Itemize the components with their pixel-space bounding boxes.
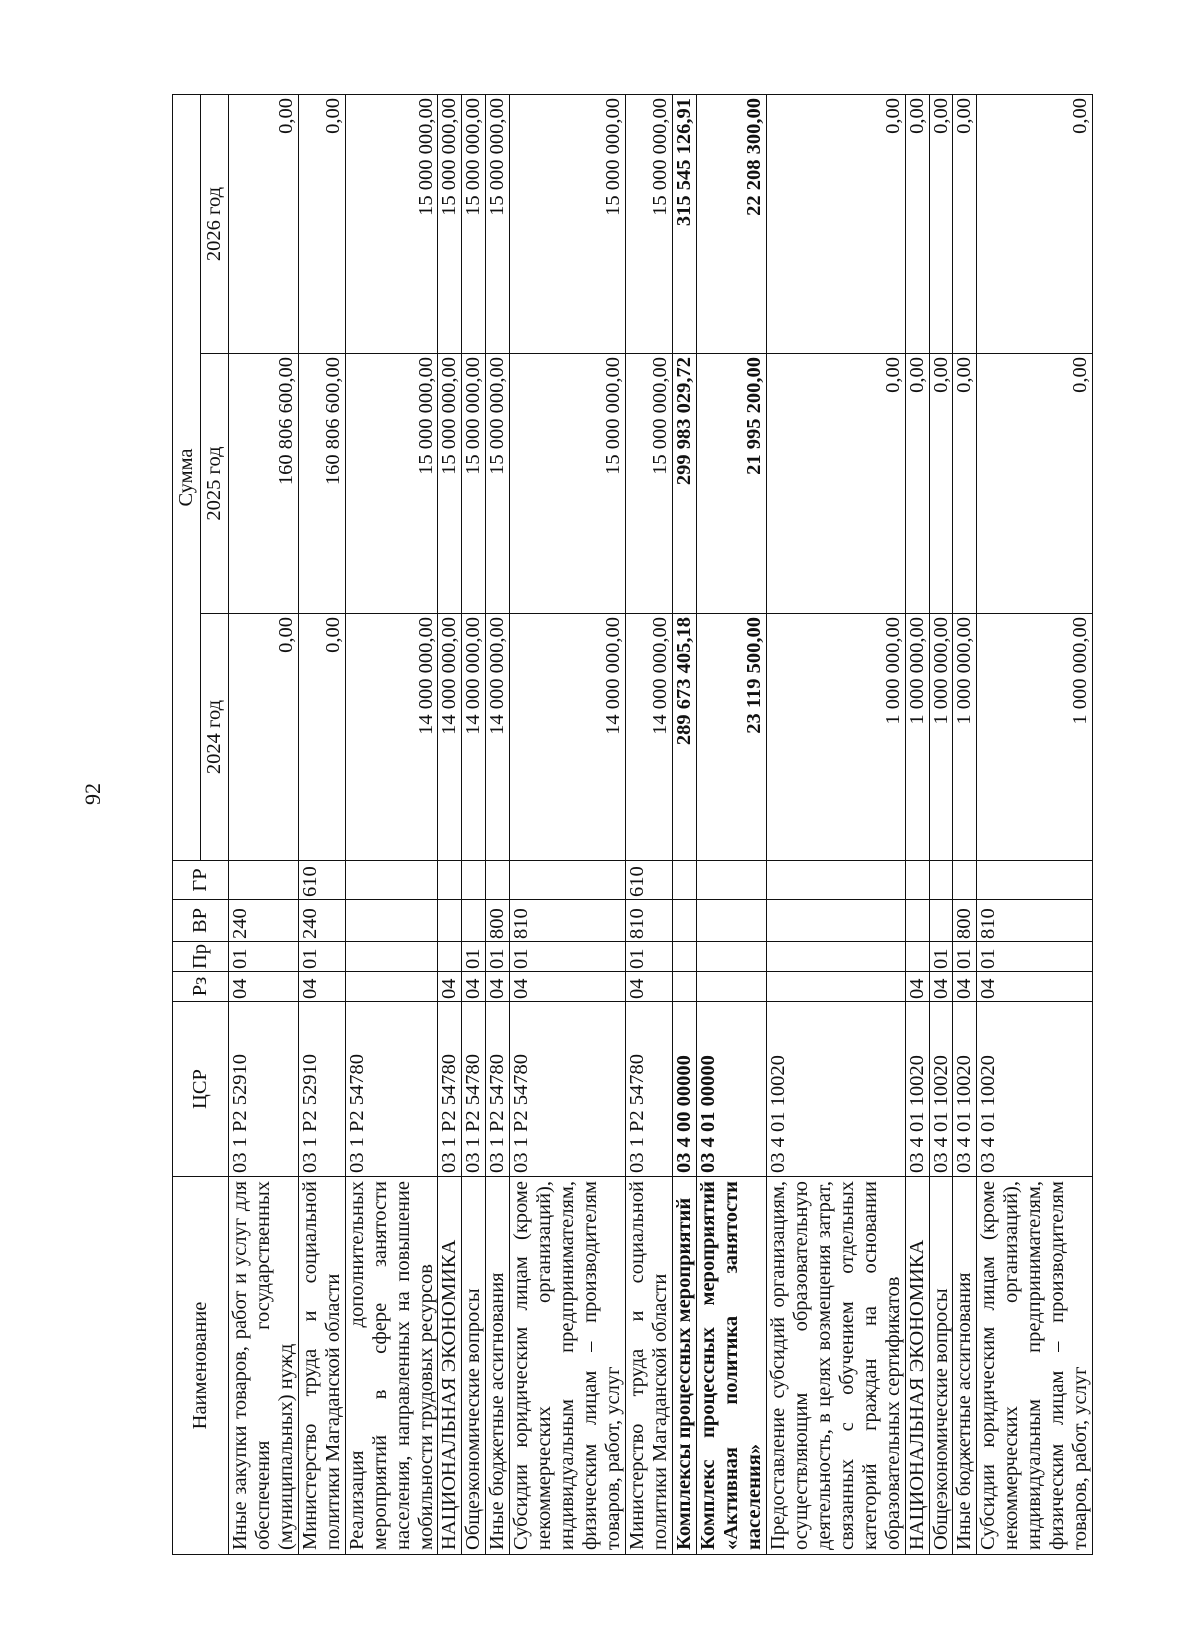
cell-vr: 240 bbox=[228, 900, 298, 942]
cell-csr: 03 1 Р2 54780 bbox=[438, 1002, 462, 1177]
cell-pr: 01 bbox=[486, 942, 510, 972]
cell-gr bbox=[696, 861, 766, 900]
table-row bbox=[626, 95, 673, 1555]
cell-2026: 15 000 000,00 bbox=[345, 95, 438, 354]
header-2026: 2026 год bbox=[200, 95, 228, 354]
cell-vr: 800 bbox=[953, 900, 977, 942]
cell-2026: 315 545 126,91 bbox=[673, 95, 697, 354]
cell-2025: 0,00 bbox=[977, 354, 1093, 614]
cell-2026: 0,00 bbox=[953, 95, 977, 354]
cell-csr: 03 1 Р2 54780 bbox=[626, 1002, 673, 1177]
cell-vr: 810 bbox=[510, 900, 626, 942]
table-row bbox=[953, 95, 977, 1555]
cell-pr: 01 bbox=[929, 942, 953, 972]
cell-2026: 15 000 000,00 bbox=[510, 95, 626, 354]
cell-gr bbox=[977, 861, 1093, 900]
cell-csr: 03 1 Р2 54780 bbox=[510, 1002, 626, 1177]
cell-vr bbox=[462, 900, 486, 942]
cell-2025: 15 000 000,00 bbox=[510, 354, 626, 614]
cell-gr bbox=[462, 861, 486, 900]
cell-2024: 0,00 bbox=[298, 614, 345, 861]
table-row bbox=[929, 95, 953, 1555]
page-number: 92 bbox=[80, 783, 105, 805]
cell-2025: 160 806 600,00 bbox=[298, 354, 345, 614]
cell-2024: 14 000 000,00 bbox=[438, 614, 462, 861]
cell-gr bbox=[766, 861, 905, 900]
header-2024: 2024 год bbox=[200, 614, 228, 861]
cell-vr: 800 bbox=[486, 900, 510, 942]
cell-2024: 14 000 000,00 bbox=[345, 614, 438, 861]
cell-pr: 01 bbox=[298, 942, 345, 972]
cell-csr: 03 4 00 00000 bbox=[673, 1002, 697, 1177]
cell-pr: 01 bbox=[510, 942, 626, 972]
cell-2025: 15 000 000,00 bbox=[345, 354, 438, 614]
cell-rz bbox=[766, 972, 905, 1002]
cell-2024: 14 000 000,00 bbox=[462, 614, 486, 861]
table-row bbox=[345, 95, 438, 1555]
cell-2025: 299 983 029,72 bbox=[673, 354, 697, 614]
cell-csr: 03 4 01 10020 bbox=[766, 1002, 905, 1177]
cell-pr: 01 bbox=[462, 942, 486, 972]
table-body bbox=[228, 95, 1092, 1555]
cell-csr: 03 4 01 10020 bbox=[977, 1002, 1093, 1177]
cell-gr bbox=[228, 861, 298, 900]
cell-name: Предоставление субсидий организациям, осуществляющим образовательную деятельность, в целях возмещения затрат, связанных с обучением отдельных категорий граждан на основании образовательных сертификатов bbox=[766, 1177, 905, 1555]
budget-table bbox=[172, 94, 1093, 1555]
cell-rz: 04 bbox=[510, 972, 626, 1002]
cell-pr: 01 bbox=[626, 942, 673, 972]
rotated-table-container bbox=[172, 95, 1092, 1555]
cell-rz bbox=[345, 972, 438, 1002]
cell-name: Иные бюджетные ассигнования bbox=[953, 1177, 977, 1555]
cell-rz: 04 bbox=[905, 972, 929, 1002]
header-sum: Сумма bbox=[173, 95, 201, 861]
cell-name: Общеэкономические вопросы bbox=[929, 1177, 953, 1555]
cell-pr bbox=[696, 942, 766, 972]
table-row bbox=[696, 95, 766, 1555]
cell-vr bbox=[929, 900, 953, 942]
cell-rz: 04 bbox=[298, 972, 345, 1002]
cell-2025: 0,00 bbox=[766, 354, 905, 614]
cell-name: Министерство труда и социальной политики Магаданской области bbox=[626, 1177, 673, 1555]
cell-csr: 03 4 01 10020 bbox=[905, 1002, 929, 1177]
cell-2026: 0,00 bbox=[929, 95, 953, 354]
table-row bbox=[673, 95, 697, 1555]
cell-rz: 04 bbox=[929, 972, 953, 1002]
cell-name: Иные закупки товаров, работ и услуг для обеспечения государственных (муниципальных) нужд bbox=[228, 1177, 298, 1555]
cell-2024: 23 119 500,00 bbox=[696, 614, 766, 861]
cell-vr bbox=[766, 900, 905, 942]
header-gr: ГР bbox=[173, 861, 229, 900]
table-row bbox=[977, 95, 1093, 1555]
cell-gr bbox=[929, 861, 953, 900]
cell-2024: 289 673 405,18 bbox=[673, 614, 697, 861]
cell-csr: 03 1 Р2 52910 bbox=[298, 1002, 345, 1177]
cell-2026: 0,00 bbox=[228, 95, 298, 354]
cell-2024: 1 000 000,00 bbox=[929, 614, 953, 861]
cell-vr bbox=[905, 900, 929, 942]
cell-pr bbox=[766, 942, 905, 972]
cell-2024: 14 000 000,00 bbox=[486, 614, 510, 861]
cell-gr bbox=[510, 861, 626, 900]
cell-2026: 15 000 000,00 bbox=[438, 95, 462, 354]
cell-rz: 04 bbox=[486, 972, 510, 1002]
cell-2026: 15 000 000,00 bbox=[626, 95, 673, 354]
cell-rz: 04 bbox=[977, 972, 1093, 1002]
cell-name: Общеэкономические вопросы bbox=[462, 1177, 486, 1555]
header-2025: 2025 год bbox=[200, 354, 228, 614]
cell-pr: 01 bbox=[977, 942, 1093, 972]
cell-vr bbox=[673, 900, 697, 942]
cell-gr bbox=[345, 861, 438, 900]
cell-gr bbox=[953, 861, 977, 900]
cell-vr bbox=[696, 900, 766, 942]
cell-2024: 14 000 000,00 bbox=[510, 614, 626, 861]
cell-rz: 04 bbox=[626, 972, 673, 1002]
cell-vr: 810 bbox=[626, 900, 673, 942]
cell-rz: 04 bbox=[438, 972, 462, 1002]
cell-gr bbox=[486, 861, 510, 900]
table-row bbox=[905, 95, 929, 1555]
cell-2024: 0,00 bbox=[228, 614, 298, 861]
cell-vr bbox=[438, 900, 462, 942]
cell-csr: 03 4 01 00000 bbox=[696, 1002, 766, 1177]
cell-name: НАЦИОНАЛЬНАЯ ЭКОНОМИКА bbox=[905, 1177, 929, 1555]
cell-gr bbox=[438, 861, 462, 900]
table-row bbox=[766, 95, 905, 1555]
cell-csr: 03 1 Р2 54780 bbox=[486, 1002, 510, 1177]
cell-rz bbox=[673, 972, 697, 1002]
cell-2025: 15 000 000,00 bbox=[486, 354, 510, 614]
cell-name: Министерство труда и социальной политики Магаданской области bbox=[298, 1177, 345, 1555]
cell-name: Комплекс процессных мероприятий «Активная политика занятости населения» bbox=[696, 1177, 766, 1555]
cell-csr: 03 1 Р2 54780 bbox=[462, 1002, 486, 1177]
cell-2024: 1 000 000,00 bbox=[766, 614, 905, 861]
cell-name: Субсидии юридическим лицам (кроме некоммерческих организаций), индивидуальным предпринимателям, физическим лицам – производителям товаров, работ, услуг bbox=[977, 1177, 1093, 1555]
cell-2024: 1 000 000,00 bbox=[905, 614, 929, 861]
cell-pr bbox=[438, 942, 462, 972]
cell-2026: 22 208 300,00 bbox=[696, 95, 766, 354]
cell-pr bbox=[345, 942, 438, 972]
cell-2024: 1 000 000,00 bbox=[953, 614, 977, 861]
cell-gr bbox=[673, 861, 697, 900]
cell-rz: 04 bbox=[462, 972, 486, 1002]
cell-csr: 03 1 Р2 52910 bbox=[228, 1002, 298, 1177]
cell-name: Субсидии юридическим лицам (кроме некоммерческих организаций), индивидуальным предпринимателям, физическим лицам – производителям товаров, работ, услуг bbox=[510, 1177, 626, 1555]
cell-name: Реализация дополнительных мероприятий в сфере занятости населения, направленных на повышение мобильности трудовых ресурсов bbox=[345, 1177, 438, 1555]
cell-2026: 0,00 bbox=[766, 95, 905, 354]
cell-2024: 14 000 000,00 bbox=[626, 614, 673, 861]
cell-2025: 0,00 bbox=[905, 354, 929, 614]
cell-rz: 04 bbox=[228, 972, 298, 1002]
cell-2025: 0,00 bbox=[953, 354, 977, 614]
cell-gr: 610 bbox=[298, 861, 345, 900]
cell-2026: 0,00 bbox=[905, 95, 929, 354]
cell-gr: 610 bbox=[626, 861, 673, 900]
header-pr: Пр bbox=[173, 942, 229, 972]
cell-name: Иные бюджетные ассигнования bbox=[486, 1177, 510, 1555]
cell-csr: 03 4 01 10020 bbox=[953, 1002, 977, 1177]
table-row bbox=[438, 95, 462, 1555]
cell-2026: 0,00 bbox=[298, 95, 345, 354]
cell-name: НАЦИОНАЛЬНАЯ ЭКОНОМИКА bbox=[438, 1177, 462, 1555]
table-row bbox=[510, 95, 626, 1555]
cell-2025: 15 000 000,00 bbox=[438, 354, 462, 614]
table-row bbox=[462, 95, 486, 1555]
table-row bbox=[228, 95, 298, 1555]
cell-pr: 01 bbox=[953, 942, 977, 972]
cell-2026: 15 000 000,00 bbox=[486, 95, 510, 354]
header-csr: ЦСР bbox=[173, 1002, 229, 1177]
cell-name: Комплексы процессных мероприятий bbox=[673, 1177, 697, 1555]
table-row bbox=[298, 95, 345, 1555]
cell-rz bbox=[696, 972, 766, 1002]
cell-2025: 15 000 000,00 bbox=[462, 354, 486, 614]
cell-vr bbox=[345, 900, 438, 942]
header-name: Наименование bbox=[173, 1177, 229, 1555]
cell-pr: 01 bbox=[228, 942, 298, 972]
cell-pr bbox=[905, 942, 929, 972]
header-vr: ВР bbox=[173, 900, 229, 942]
cell-2025: 21 995 200,00 bbox=[696, 354, 766, 614]
cell-pr bbox=[673, 942, 697, 972]
cell-csr: 03 1 Р2 54780 bbox=[345, 1002, 438, 1177]
cell-2025: 0,00 bbox=[929, 354, 953, 614]
cell-vr: 810 bbox=[977, 900, 1093, 942]
cell-2025: 15 000 000,00 bbox=[626, 354, 673, 614]
table-row bbox=[486, 95, 510, 1555]
cell-csr: 03 4 01 10020 bbox=[929, 1002, 953, 1177]
cell-vr: 240 bbox=[298, 900, 345, 942]
header-rz: Рз bbox=[173, 972, 229, 1002]
cell-2024: 1 000 000,00 bbox=[977, 614, 1093, 861]
cell-2026: 0,00 bbox=[977, 95, 1093, 354]
cell-rz: 04 bbox=[953, 972, 977, 1002]
cell-gr bbox=[905, 861, 929, 900]
cell-2025: 160 806 600,00 bbox=[228, 354, 298, 614]
cell-2026: 15 000 000,00 bbox=[462, 95, 486, 354]
